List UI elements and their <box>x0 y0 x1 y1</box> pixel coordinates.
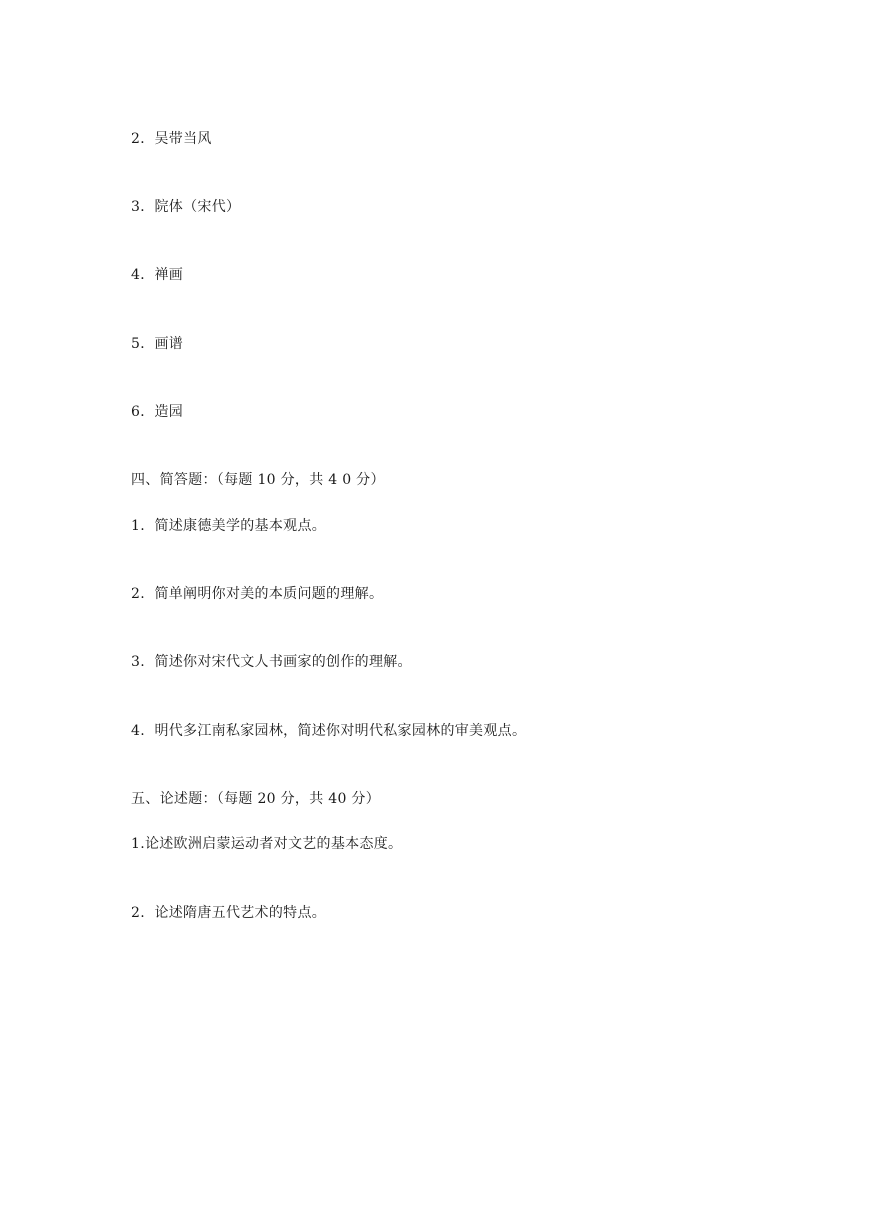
term-item-3: 3．院体（宋代） <box>131 199 241 215</box>
essay-question-2: 2. 论述隋唐五代艺术的特点。 <box>131 905 327 921</box>
term-item-4: 4．禅画 <box>131 267 184 283</box>
section-heading-essay: 五、论述题：（每题 20 分，共 40 分） <box>131 791 381 807</box>
essay-question-1: 1.论述欧洲启蒙运动者对文艺的基本态度。 <box>131 836 403 852</box>
short-answer-question-3: 3. 简述你对宋代文人书画家的创作的理解。 <box>131 654 412 670</box>
short-answer-question-4: 4. 明代多江南私家园林，简述你对明代私家园林的审美观点。 <box>131 723 527 739</box>
short-answer-question-2: 2. 简单阐明你对美的本质问题的理解。 <box>131 586 384 602</box>
term-item-2: 2．吴带当风 <box>131 131 212 147</box>
term-item-6: 6．造园 <box>131 404 184 420</box>
section-heading-short-answer: 四、简答题：（每题 10 分，共 4 0 分） <box>131 472 385 488</box>
short-answer-question-1: 1. 简述康德美学的基本观点。 <box>131 518 327 534</box>
term-item-5: 5．画谱 <box>131 336 184 352</box>
